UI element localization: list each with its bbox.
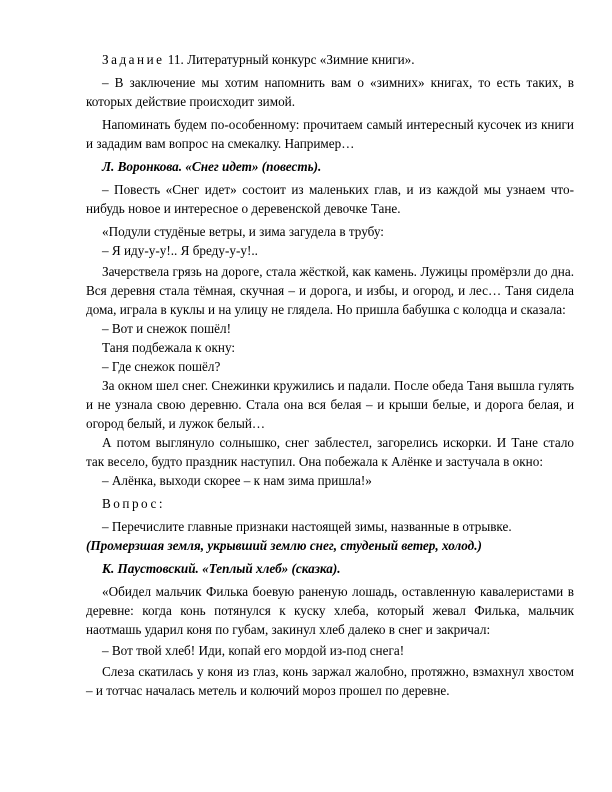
story1-paragraph-6: Таня подбежала к окну: xyxy=(102,340,236,355)
story1-paragraph-1: – Повесть «Снег идет» состоит из маленьких глав, и из каждой мы узнаем что-нибудь новое и интересное о деревенской девочке Тане. xyxy=(86,182,574,216)
story1-paragraph-5: – Вот и снежок пошёл! xyxy=(102,321,231,336)
document-page xyxy=(86,50,574,704)
question-answer: (Промерзшая земля, укрывший землю снег, студеный ветер, холод.) xyxy=(86,538,482,553)
story2-paragraph-3: Слеза скатилась у коня из глаз, конь заржал жалобно, протяжно, взмахнул хвостом – и тотчас началась метель и колючий мороз прошел по деревне. xyxy=(86,664,574,698)
story1-paragraph-8: За окном шел снег. Снежинки кружились и падали. После обеда Таня вышла гулять и не узнала свою деревню. Стала она вся белая – и крыши белые, и дорога белая, и огород белый, и лужок белый… xyxy=(86,378,574,431)
story2-title: К. Паустовский. «Теплый хлеб» (сказка). xyxy=(102,561,341,576)
story2-paragraph-2: – Вот твой хлеб! Иди, копай его мордой из-под снега! xyxy=(102,643,405,658)
story1-paragraph-4: Зачерствела грязь на дороге, стала жёсткой, как камень. Лужицы промёрзли до дна. Вся деревня стала тёмная, скучная – и дорога, и избы, и огород, и лес… Таня сидела дома, играла в куклы и на улицу не глядела. Но пришла бабушка с колодца и сказала: xyxy=(86,264,574,317)
task-heading-spaced: Задание xyxy=(102,52,165,67)
story1-paragraph-3: – Я иду-у-у!.. Я бреду-у-у!.. xyxy=(102,243,258,258)
story1-paragraph-2: «Подули студёные ветры, и зима загудела в трубу: xyxy=(102,224,384,239)
question-label: Вопрос: xyxy=(102,496,165,511)
story1-paragraph-7: – Где снежок пошёл? xyxy=(102,359,221,374)
question-text: – Перечислите главные признаки настоящей зимы, названные в отрывке. xyxy=(102,519,512,534)
story1-title: Л. Воронкова. «Снег идет» (повесть). xyxy=(102,159,322,174)
task-intro-1: – В заключение мы хотим напомнить вам о «зимних» книгах, то есть таких, в которых действие происходит зимой. xyxy=(86,75,574,109)
task-intro-2: Напоминать будем по-особенному: прочитаем самый интересный кусочек из книги и зададим вам вопрос на смекалку. Например… xyxy=(86,117,574,151)
task-heading xyxy=(86,50,574,69)
story1-paragraph-10: – Алёнка, выходи скорее – к нам зима пришла!» xyxy=(102,473,372,488)
story1-paragraph-9: А потом выглянуло солнышко, снег заблестел, загорелись искорки. И Тане стало так весело, будто праздник наступил. Она побежала к Алёнке и застучала в окно: xyxy=(86,435,574,469)
task-heading-text: 11. Литературный конкурс «Зимние книги». xyxy=(164,52,415,67)
story2-paragraph-1: «Обидел мальчик Филька боевую раненую лошадь, оставленную кавалеристами в деревне: когда конь потянулся к куску хлеба, который жевал Филька, мальчик наотмашь ударил коня по губам, закинул хлеб далеко в снег и закричал: xyxy=(86,584,574,637)
